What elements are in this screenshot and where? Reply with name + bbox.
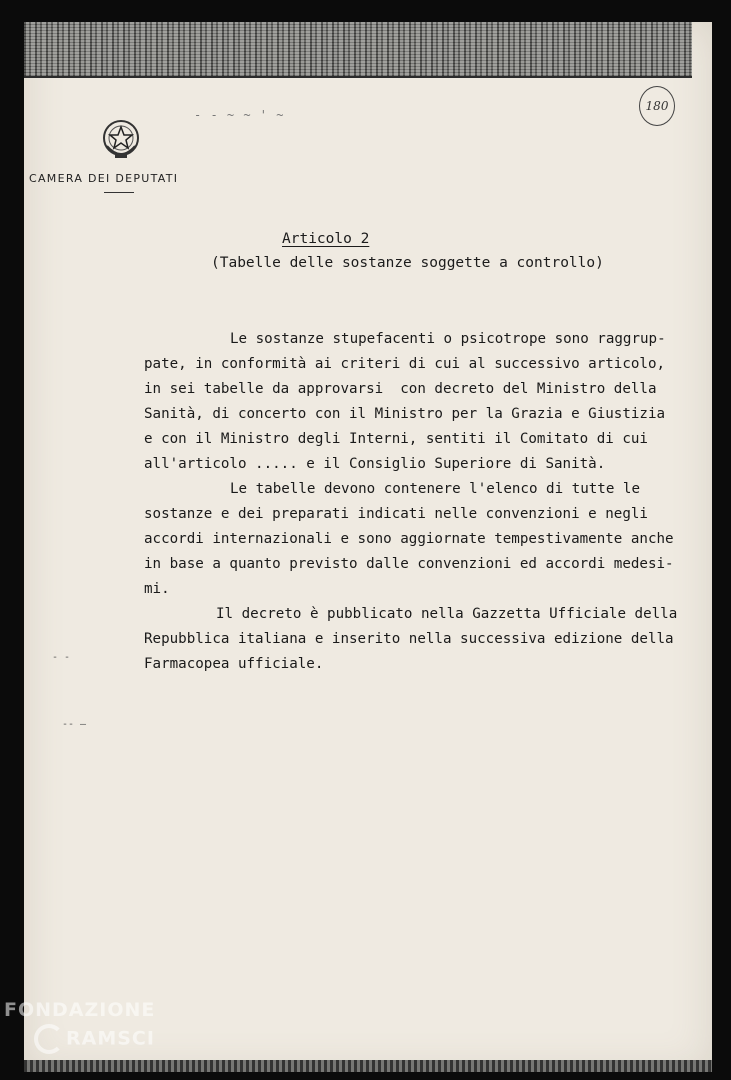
text-line: Repubblica italiana e inserito nella successiva edizione della (144, 631, 674, 647)
institution-name: CAMERA DEI DEPUTATI (29, 172, 179, 185)
watermark-line-2: RAMSCI (66, 1027, 155, 1050)
text-line: in sei tabelle da approvarsi con decreto del Ministro della (144, 381, 657, 397)
text-line: e con il Ministro degli Interni, sentiti il Comitato di cui (144, 431, 648, 447)
text-line: all'articolo ..... e il Consiglio Superiore di Sanità. (144, 456, 606, 472)
article-body (144, 327, 684, 677)
text-line: pate, in conformità ai criteri di cui al successivo articolo, (144, 356, 666, 372)
text-line: mi. (144, 581, 170, 597)
watermark-line-1: FONDAZIONE (4, 999, 156, 1021)
article-title: Articolo 2 (282, 231, 370, 247)
text-line: Le tabelle devono contenere l'elenco di tutte le (230, 481, 640, 497)
text-line: in base a quanto previsto dalle convenzioni ed accordi medesi- (144, 556, 674, 572)
document-page (24, 22, 712, 1072)
gramsci-g-icon (34, 1024, 64, 1054)
text-line: accordi internazionali e sono aggiornate tempestivamente anche (144, 531, 674, 547)
margin-mark: - - (52, 652, 71, 663)
page-number-stamp: 180 (639, 86, 675, 126)
handwritten-scribble: - - ~ ~ ' ~ (194, 108, 285, 122)
fondazione-gramsci-watermark (4, 1000, 155, 1054)
institution-underline (104, 192, 134, 193)
scan-border-top (24, 22, 692, 78)
text-line: Farmacopea ufficiale. (144, 656, 324, 672)
article-subtitle: (Tabelle delle sostanze soggette a controllo) (211, 255, 604, 271)
margin-mark: -- — (62, 719, 87, 730)
text-line: sostanze e dei preparati indicati nelle convenzioni e negli (144, 506, 648, 522)
scan-border-bottom (24, 1060, 712, 1072)
text-line: Sanità, di concerto con il Ministro per la Grazia e Giustizia (144, 406, 666, 422)
text-line: Le sostanze stupefacenti o psicotrope sono raggrup- (230, 331, 666, 347)
italian-republic-emblem-icon (99, 116, 143, 162)
text-line: Il decreto è pubblicato nella Gazzetta Ufficiale della (216, 606, 678, 622)
